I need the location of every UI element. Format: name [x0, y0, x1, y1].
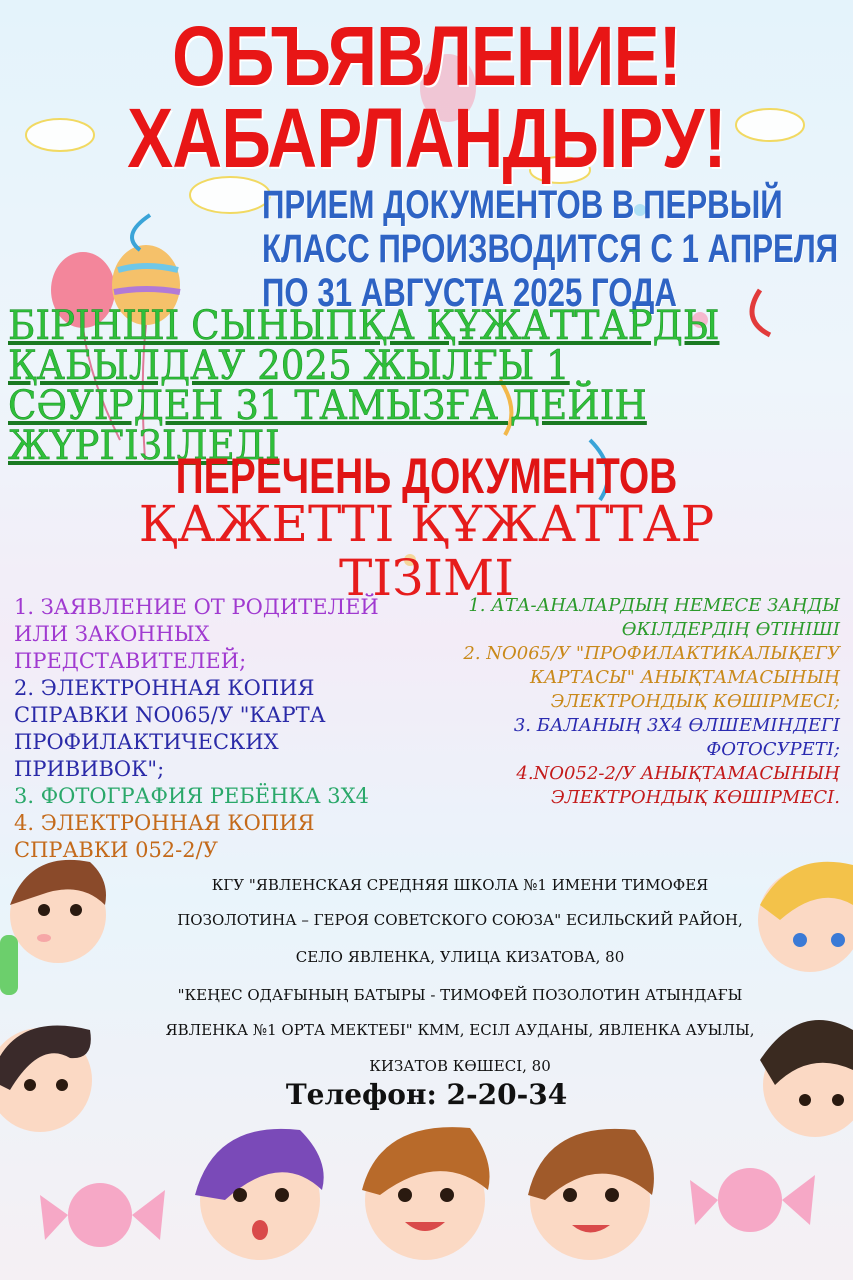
heading-ru: ПЕРЕЧЕНЬ ДОКУМЕНТОВ	[175, 448, 678, 504]
cactus-icon	[0, 935, 18, 995]
address-line: ПОЗОЛОТИНА – ГЕРОЯ СОВЕТСКОГО СОЮЗА" ЕСИЛЬСКИЙ РАЙОН,	[177, 911, 743, 929]
list-item	[400, 642, 840, 714]
list-item-line: ИЛИ ЗАКОННЫХ	[14, 622, 210, 646]
list-item	[400, 762, 840, 810]
list-item-line: 2. ЭЛЕКТРОННАЯ КОПИЯ	[14, 676, 315, 700]
list-item-line: ПРИВИВОК";	[14, 757, 165, 781]
list-item-line: КАРТАСЫ" АНЫҚТАМАСЫНЫҢ	[529, 667, 840, 688]
intro-kz	[8, 303, 752, 469]
intro-kz-line: ҚАБЫЛДАУ 2025 ЖЫЛҒЫ 1	[8, 343, 570, 389]
phone-number: Телефон: 2-20-34	[285, 1078, 568, 1111]
document-list-ru	[14, 594, 404, 864]
list-item	[14, 783, 404, 810]
address-line: КИЗАТОВ КӨШЕСІ, 80	[369, 1057, 551, 1075]
address-line: СЕЛО ЯВЛЕНКА, УЛИЦА КИЗАТОВА, 80	[295, 948, 625, 966]
list-item-line: 3. ФОТОГРАФИЯ РЕБЁНКА 3Х4	[14, 784, 369, 808]
list-item-line: ФОТОСУРЕТІ;	[706, 739, 840, 760]
list-item-line: 4.NO052-2/У АНЫҚТАМАСЫНЫҢ	[516, 763, 840, 784]
list-item-line: 2. NO065/У "ПРОФИЛАКТИКАЛЫҚЕГУ	[463, 643, 840, 664]
address-line: "КЕҢЕС ОДАҒЫНЫҢ БАТЫРЫ - ТИМОФЕЙ ПОЗОЛОТИН АТЫНДАҒЫ	[177, 986, 743, 1004]
list-item-line: СПРАВКИ NO065/У "КАРТА	[14, 703, 326, 727]
list-item	[400, 714, 840, 762]
list-item-line: ЭЛЕКТРОНДЫҚ КӨШІРМЕСІ;	[550, 691, 840, 712]
list-item	[14, 810, 404, 864]
document-list-kz	[400, 594, 840, 810]
list-item-line: ЭЛЕКТРОНДЫҚ КӨШІРМЕСІ.	[550, 787, 840, 808]
list-item-line: ПРОФИЛАКТИЧЕСКИХ	[14, 730, 279, 754]
list-item-line: СПРАВКИ 052-2/У	[14, 838, 218, 862]
list-item-line: ПРЕДСТАВИТЕЛЕЙ;	[14, 649, 247, 673]
intro-ru-line: КЛАСС ПРОИЗВОДИТСЯ С 1 АПРЕЛЯ	[262, 227, 839, 271]
list-item-line: 1. ЗАЯВЛЕНИЕ ОТ РОДИТЕЛЕЙ	[14, 595, 379, 619]
intro-ru-line: ПРИЕМ ДОКУМЕНТОВ В ПЕРВЫЙ	[262, 183, 783, 227]
heading-kz	[0, 497, 853, 605]
list-item-line: ӨКІЛДЕРДІҢ ӨТІНІШІ	[621, 619, 840, 640]
intro-kz-line: ЖҮРГІЗІЛЕДІ	[8, 423, 280, 469]
child-face-icon	[362, 1127, 490, 1260]
list-item	[400, 594, 840, 642]
list-item-line: 4. ЭЛЕКТРОННАЯ КОПИЯ	[14, 811, 315, 835]
address-line: ЯВЛЕНКА №1 ОРТА МЕКТЕБІ" КММ, ЕСІЛ АУДАНЫ, ЯВЛЕНКА АУЫЛЫ,	[165, 1021, 755, 1039]
child-face-icon	[10, 860, 106, 963]
intro-kz-line: СӘУІРДЕН 31 ТАМЫЗҒА ДЕЙІН	[8, 383, 647, 429]
candy-icon	[690, 1168, 815, 1232]
address-line: КГУ "ЯВЛЕНСКАЯ СРЕДНЯЯ ШКОЛА №1 ИМЕНИ ТИМОФЕЯ	[211, 876, 709, 894]
intro-kz-line: БІРІНШІ СЫНЫПҚА ҚҰЖАТТАРДЫ	[8, 303, 720, 349]
list-item	[14, 675, 404, 783]
heading-kz-line: ҚАЖЕТТІ ҚҰЖАТТАР	[138, 495, 715, 553]
child-face-icon	[528, 1129, 654, 1260]
heading-kz-line: ТІЗІМІ	[339, 549, 514, 607]
list-item-line: 1. АТА-АНАЛАРДЫҢ НЕМЕСЕ ЗАҢДЫ	[468, 595, 840, 616]
title-ru: ОБЪЯВЛЕНИЕ!	[172, 9, 681, 103]
list-item	[14, 594, 404, 675]
title-kz: ХАБАРЛАНДЫРУ!	[127, 91, 726, 185]
intro-ru-line: ПО 31 АВГУСТА 2025 ГОДА	[262, 271, 677, 315]
list-item-line: 3. БАЛАНЫҢ 3Х4 ӨЛШЕМІНДЕГІ	[513, 715, 840, 736]
intro-ru	[262, 183, 839, 315]
candy-icon	[40, 1183, 165, 1247]
child-face-icon	[195, 1129, 324, 1260]
